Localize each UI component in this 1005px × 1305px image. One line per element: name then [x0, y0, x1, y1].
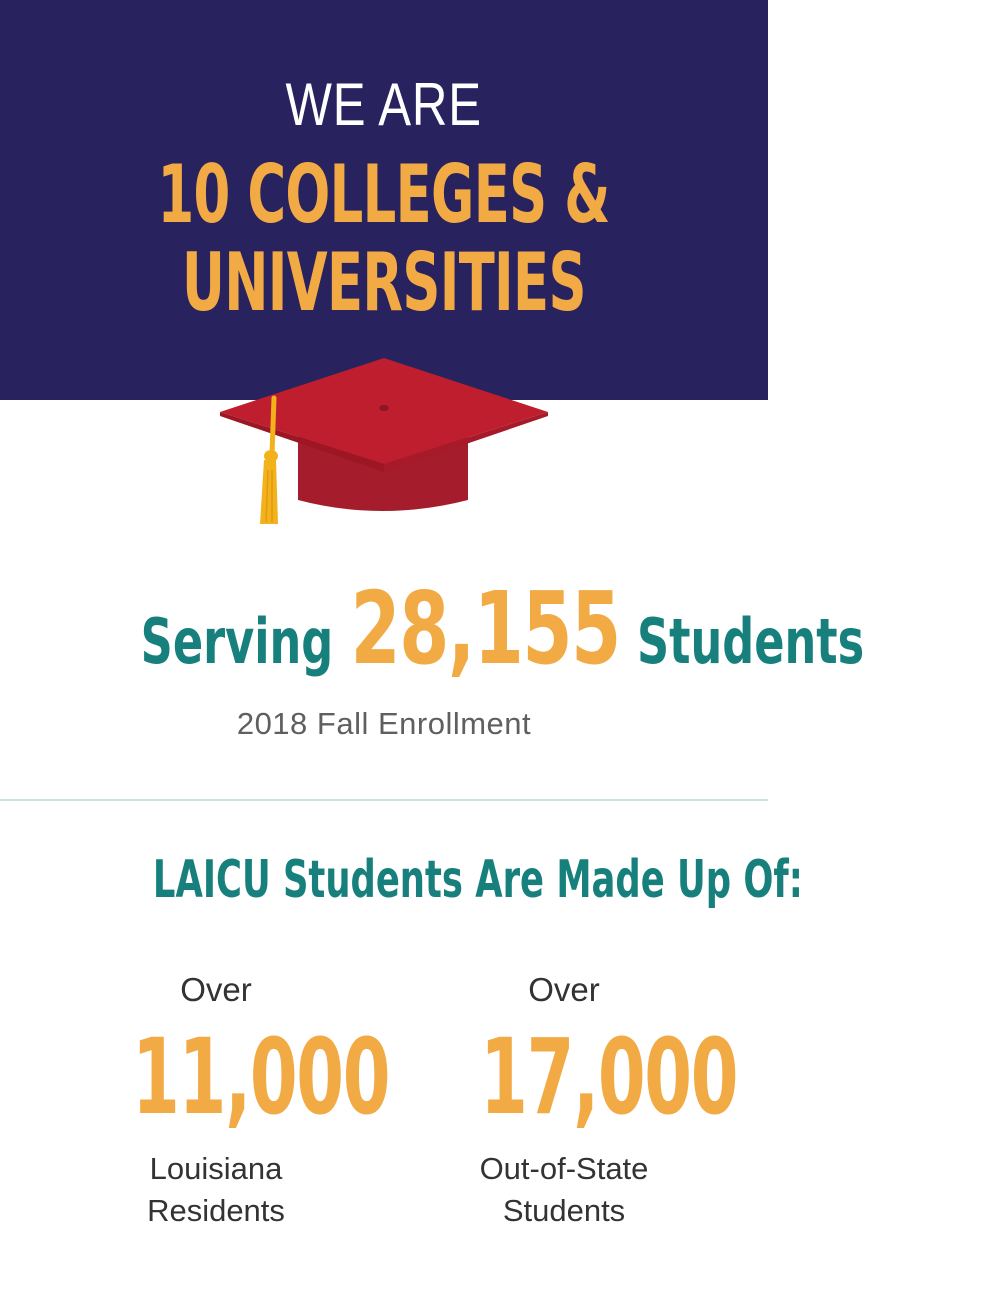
composition-title-text: LAICU Students Are Made Up Of: — [152, 850, 803, 910]
serving-label: Serving — [140, 605, 334, 678]
stat-out-of-state-students — [414, 968, 738, 1232]
stat-qualifier: Over — [528, 971, 600, 1008]
headline-line-1 — [0, 148, 768, 241]
stat-label-line-2: Residents — [147, 1193, 285, 1228]
intro-text — [0, 70, 768, 139]
composition-title — [0, 850, 803, 910]
student-count: 28,155 — [350, 570, 620, 687]
stat-value-text: 17,000 — [480, 1016, 738, 1138]
stat-value-text: 11,000 — [132, 1016, 390, 1138]
headline-text-1: 10 COLLEGES & — [157, 148, 611, 241]
students-label: Students — [637, 605, 865, 678]
section-divider — [0, 799, 768, 801]
stat-louisiana-residents — [66, 968, 390, 1232]
header-banner — [0, 0, 768, 400]
headline-text-2: UNIVERSITIES — [182, 236, 586, 329]
graduation-cap-icon — [210, 352, 555, 537]
stat-qualifier: Over — [180, 971, 252, 1008]
stat-value — [414, 1016, 738, 1138]
stat-label-line-1: Louisiana — [149, 1151, 283, 1186]
stat-label-line-1: Out-of-State — [479, 1151, 649, 1186]
headline-line-2 — [0, 236, 768, 329]
stat-label-line-2: Students — [502, 1193, 626, 1228]
enrollment-headline — [0, 570, 865, 687]
intro-label: WE ARE — [285, 71, 483, 138]
stat-value — [66, 1016, 390, 1138]
enrollment-caption: 2018 Fall Enrollment — [236, 706, 532, 741]
